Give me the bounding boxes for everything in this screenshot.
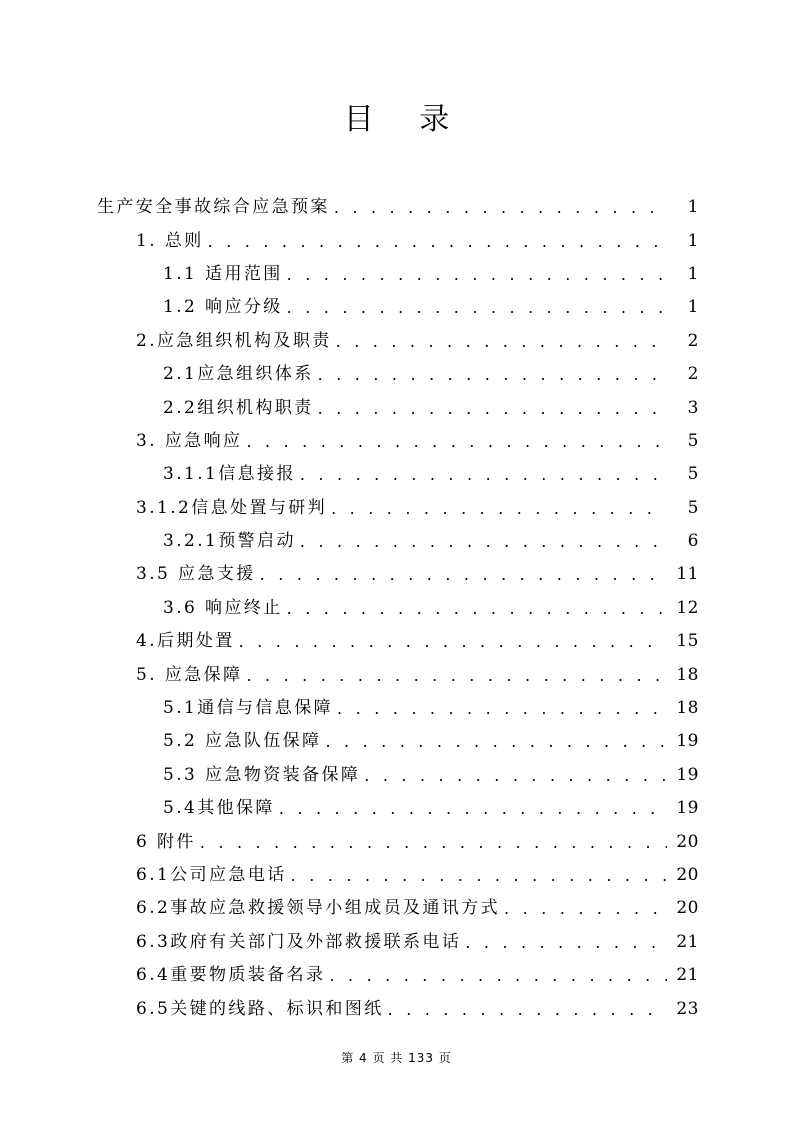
dot-leader [300,525,667,558]
toc-entry[interactable] [0,792,793,825]
dot-leader [318,358,667,391]
toc-entry-page: 19 [676,731,699,752]
toc-entry[interactable] [0,458,793,491]
dot-leader [336,325,667,358]
dot-leader [200,826,667,859]
dot-leader [318,392,667,425]
dot-leader [504,892,667,925]
toc-entry[interactable] [0,625,793,658]
dot-leader [208,225,667,258]
dot-leader [465,926,667,959]
toc-entry-page: 5 [687,497,699,518]
toc-entry[interactable] [0,759,793,792]
toc-entry-label: 3.6 响应终止 [163,597,283,618]
toc-entry[interactable] [0,224,793,257]
toc-entry[interactable] [0,825,793,858]
dot-leader [291,859,667,892]
toc-entry[interactable] [0,191,793,224]
toc-entry-label: 1. 总则 [136,230,204,251]
dot-leader [287,258,667,291]
toc-entry[interactable] [0,959,793,992]
toc-entry-label: 5.1通信与信息保障 [163,698,334,719]
dot-leader [331,492,667,525]
dot-leader [337,692,667,725]
toc-entry[interactable] [0,558,793,591]
page-title: 目 录 [343,102,468,137]
toc-entry-page: 18 [676,698,699,719]
toc-entry-label: 1.2 响应分级 [163,297,283,318]
dot-leader [260,558,667,591]
toc-entry-label: 5.4其他保障 [163,798,275,819]
toc-entry-page: 21 [676,931,699,952]
toc-entry[interactable] [0,425,793,458]
toc-entry-label: 2.2组织机构职责 [163,397,314,418]
toc-entry-page: 21 [676,965,699,986]
toc-entry[interactable] [0,258,793,291]
toc-entry[interactable] [0,358,793,391]
dot-leader [329,959,667,992]
toc-entry[interactable] [0,859,793,892]
toc-entry-page: 12 [676,597,699,618]
toc-entry-page: 11 [676,564,699,585]
toc-entry[interactable] [0,992,793,1025]
toc-entry-page: 19 [676,798,699,819]
toc-entry-page: 5 [687,464,699,485]
toc-entry-page: 5 [687,430,699,451]
toc-entry-label: 3.1.2信息处置与研判 [136,497,328,518]
toc-entry-label: 5. 应急保障 [136,664,243,685]
toc-entry-label: 3.5 应急支援 [136,564,256,585]
dot-leader [325,725,667,758]
toc-entry[interactable] [0,692,793,725]
dot-leader [287,592,667,625]
toc-entry-page: 19 [676,764,699,785]
dot-leader [334,191,667,224]
toc-entry-page: 6 [687,531,699,552]
toc-entry-page: 20 [676,898,699,919]
toc-entry-label: 3.1.1信息接报 [163,464,296,485]
dot-leader [300,458,667,491]
toc-entry-page: 1 [687,197,699,218]
toc-entry-page: 3 [687,397,699,418]
dot-leader [388,993,667,1026]
toc-entry[interactable] [0,325,793,358]
toc-entry-label: 2.应急组织机构及职责 [136,330,332,351]
toc-entry-page: 2 [687,330,699,351]
toc-entry-label: 6.4重要物质装备名录 [136,965,326,986]
toc-entry[interactable] [0,892,793,925]
toc-entry[interactable] [0,725,793,758]
toc-entry-label: 5.3 应急物资装备保障 [163,764,361,785]
toc-entry-label: 3. 应急响应 [136,430,243,451]
toc-entry-label: 3.2.1预警启动 [163,531,296,552]
dot-leader [246,659,667,692]
toc-entry-label: 6 附件 [136,831,196,852]
dot-leader [246,425,667,458]
toc-entry[interactable] [0,525,793,558]
dot-leader [279,792,667,825]
dot-leader [239,625,667,658]
toc-entry-label: 2.1应急组织体系 [163,364,314,385]
toc-entry-label: 6.1公司应急电话 [136,865,287,885]
toc-entry-label: 6.5关键的线路、标识和图纸 [136,998,384,1019]
toc-entry-page: 23 [676,998,699,1019]
toc-entry-label: 生产安全事故综合应急预案 [97,197,330,218]
toc-entry-page: 1 [687,230,699,251]
dot-leader [287,291,667,324]
toc-entry[interactable] [0,592,793,625]
toc-entry-page: 2 [687,364,699,385]
toc-entry-page: 18 [676,664,699,685]
toc-entry-page: 20 [676,831,699,852]
toc-entry-page: 15 [676,631,699,652]
toc-entry-label: 4.后期处置 [136,631,235,652]
toc-entry-page: 1 [687,263,699,284]
toc-entry-label: 6.2事故应急救援领导小组成员及通讯方式 [136,898,501,919]
toc-entry[interactable] [0,926,793,959]
toc-entry-label: 5.2 应急队伍保障 [163,731,322,752]
page-number-footer: 第 4 页 共 133 页 [341,1051,452,1065]
toc-entry[interactable] [0,391,793,424]
toc-entry[interactable] [0,658,793,691]
toc-entry-label: 1.1 适用范围 [163,263,283,284]
toc-entry-page: 20 [676,865,699,885]
toc-entry[interactable] [0,291,793,324]
toc-entry[interactable] [0,492,793,525]
toc-entry-page: 1 [687,297,699,318]
dot-leader [364,759,667,792]
toc-entry-label: 6.3政府有关部门及外部救援联系电话 [136,931,462,952]
table-of-contents [0,191,793,1026]
